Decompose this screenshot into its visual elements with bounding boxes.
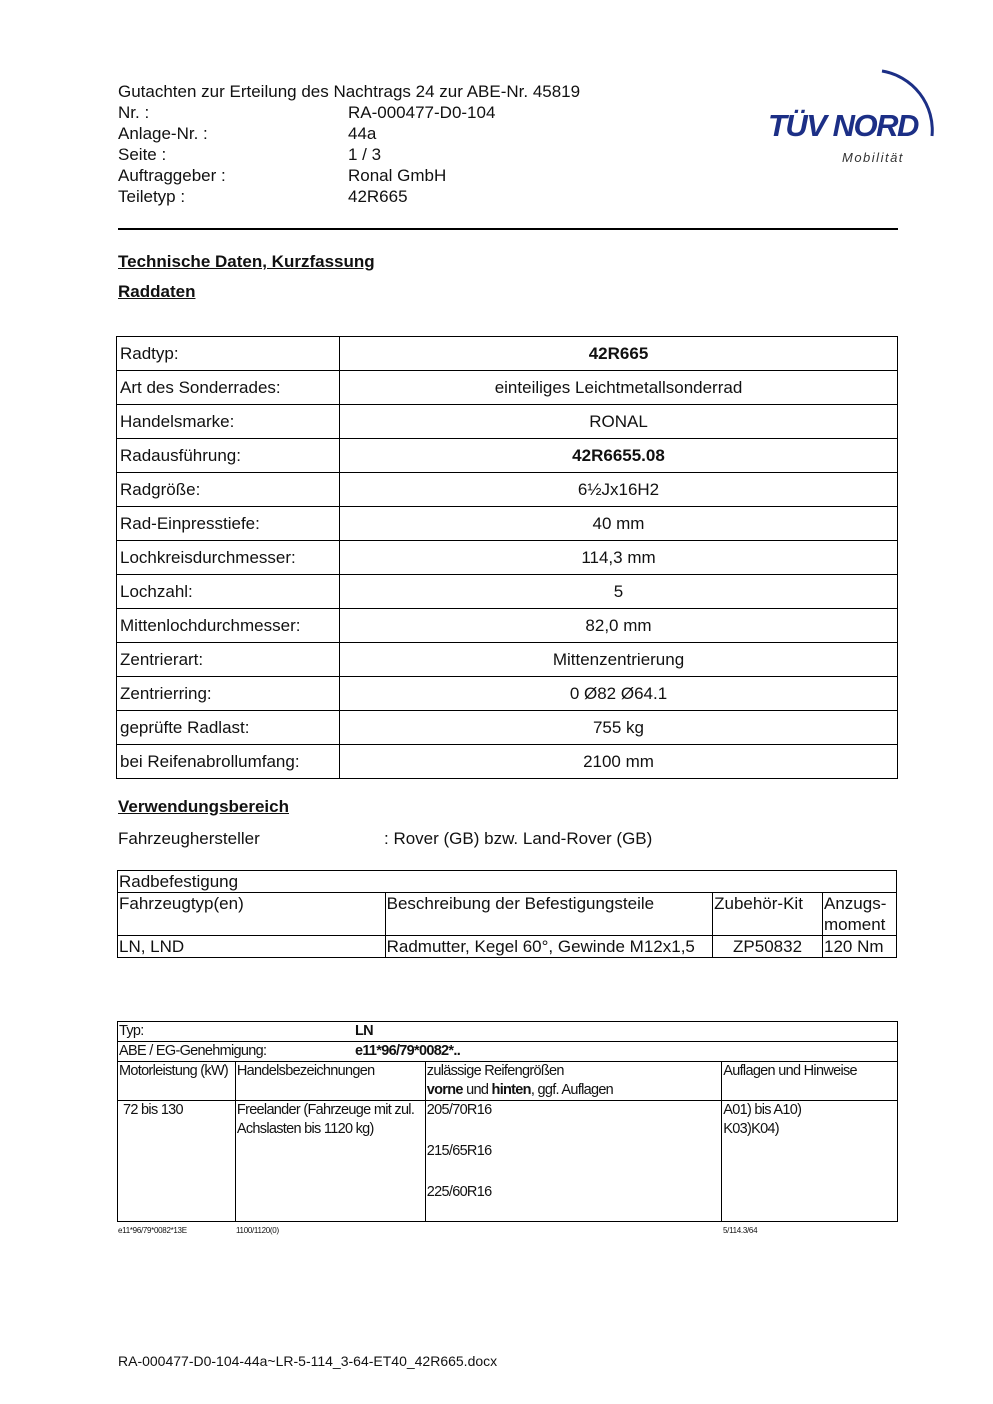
row-value: 0 Ø82 Ø64.1 bbox=[340, 677, 898, 711]
reifen-size: 205/70R16 bbox=[426, 1102, 492, 1118]
table-row bbox=[117, 609, 898, 643]
fahrzeughersteller-value: : Rover (GB) bzw. Land-Rover (GB) bbox=[384, 829, 653, 848]
row-value: 42R6655.08 bbox=[340, 439, 898, 473]
fahrzeug-table bbox=[117, 1021, 898, 1222]
document-header bbox=[118, 81, 678, 207]
handel-cell: Freelander (Fahrzeuge mit zul. Achslasten bis 1120 kg) bbox=[235, 1101, 425, 1222]
row-label: Art des Sonderrades: bbox=[117, 371, 340, 405]
header-cell: Beschreibung der Befestigungsteile bbox=[385, 893, 712, 936]
footnote-achslast: 1100/1120(0) bbox=[236, 1226, 279, 1235]
row-value: 42R665 bbox=[340, 337, 898, 371]
footnote-lochkreis: 5/114.3/64 bbox=[723, 1226, 758, 1235]
raddaten-table bbox=[116, 336, 898, 779]
header-row-auftraggeber bbox=[118, 165, 678, 186]
row-label: Radausführung: bbox=[117, 439, 340, 473]
table-row bbox=[117, 473, 898, 507]
header-cell: Anzugs-moment bbox=[823, 893, 897, 936]
row-label: bei Reifenabrollumfang: bbox=[117, 745, 340, 779]
logo-brand: TÜV NORD bbox=[768, 108, 918, 143]
row-value: 40 mm bbox=[340, 507, 898, 541]
radbefestigung-title: Radbefestigung bbox=[118, 871, 897, 893]
table-row bbox=[118, 871, 897, 893]
row-label: Lochkreisdurchmesser: bbox=[117, 541, 340, 575]
document-title: Gutachten zur Erteilung des Nachtrags 24 zur ABE-Nr. 45819 bbox=[118, 82, 581, 101]
auflage-item: A01) bis A10) bbox=[723, 1102, 802, 1118]
header-row-teiletyp bbox=[118, 186, 678, 207]
typ-row bbox=[118, 1022, 898, 1042]
row-label: geprüfte Radlast: bbox=[117, 711, 340, 745]
row-value: Mittenzentrierung bbox=[340, 643, 898, 677]
abe-value: e11*96/79*0082*.. bbox=[355, 1043, 461, 1059]
header-value: 1 / 3 bbox=[348, 145, 382, 164]
header-cell: Zubehör-Kit bbox=[713, 893, 823, 936]
row-label: Handelsmarke: bbox=[117, 405, 340, 439]
footnote-abe: e11*96/79*0082*13E bbox=[118, 1226, 187, 1235]
section-raddaten: Raddaten bbox=[118, 282, 196, 301]
reifen-size: 225/60R16 bbox=[426, 1184, 492, 1200]
header-label: Auftraggeber : bbox=[118, 166, 226, 185]
fahrzeugtyp-cell: LN, LND bbox=[118, 936, 386, 958]
header-cell: Fahrzeugtyp(en) bbox=[118, 893, 386, 936]
row-label: Radgröße: bbox=[117, 473, 340, 507]
reifen-header-und: und bbox=[462, 1082, 492, 1098]
row-label: Zentrierring: bbox=[117, 677, 340, 711]
reifen-size: 215/65R16 bbox=[426, 1143, 492, 1159]
table-row bbox=[117, 643, 898, 677]
table-row bbox=[117, 711, 898, 745]
abe-label: ABE / EG-Genehmigung: bbox=[119, 1043, 267, 1059]
row-value: RONAL bbox=[340, 405, 898, 439]
row-value: 114,3 mm bbox=[340, 541, 898, 575]
header-label: Anlage-Nr. : bbox=[118, 124, 208, 143]
typ-label: Typ: bbox=[119, 1023, 144, 1039]
row-value: 82,0 mm bbox=[340, 609, 898, 643]
table-row bbox=[117, 541, 898, 575]
table-row bbox=[117, 677, 898, 711]
radbefestigung-table bbox=[117, 870, 897, 958]
fahrzeughersteller-label: Fahrzeughersteller bbox=[118, 829, 260, 848]
header-row-anlage bbox=[118, 123, 678, 144]
header-label: Nr. : bbox=[118, 103, 150, 122]
beschreibung-cell: Radmutter, Kegel 60°, Gewinde M12x1,5 bbox=[385, 936, 712, 958]
row-value: 5 bbox=[340, 575, 898, 609]
table-row bbox=[117, 575, 898, 609]
header-divider bbox=[118, 228, 898, 230]
typ-value: LN bbox=[355, 1023, 373, 1039]
moment-cell: 120 Nm bbox=[823, 936, 897, 958]
auflagen-cell bbox=[722, 1101, 898, 1222]
reifen-header-vorne: vorne bbox=[426, 1082, 463, 1098]
table-row bbox=[117, 371, 898, 405]
table-row bbox=[117, 405, 898, 439]
header-value: 44a bbox=[348, 124, 377, 143]
row-label: Radtyp: bbox=[117, 337, 340, 371]
motor-cell: 72 bis 130 bbox=[118, 1101, 236, 1222]
header-value: RA-000477-D0-104 bbox=[348, 103, 496, 122]
logo-subtitle: Mobilität bbox=[842, 150, 904, 165]
header-value: 42R665 bbox=[348, 187, 408, 206]
section-technische-daten: Technische Daten, Kurzfassung bbox=[118, 252, 375, 271]
header-cell-reifen bbox=[425, 1062, 721, 1101]
header-value: Ronal GmbH bbox=[348, 166, 447, 185]
reifen-header-suffix: , ggf. Auflagen bbox=[530, 1082, 614, 1098]
table-row bbox=[117, 337, 898, 371]
table-row bbox=[117, 745, 898, 779]
header-cell: Auflagen und Hinweise bbox=[722, 1062, 898, 1101]
fahrzeughersteller-line bbox=[118, 829, 652, 849]
header-cell: Motorleistung (kW) bbox=[118, 1062, 236, 1101]
table-header-row bbox=[118, 893, 897, 936]
auflage-item: K03)K04) bbox=[723, 1121, 779, 1137]
row-value: 2100 mm bbox=[340, 745, 898, 779]
section-verwendungsbereich: Verwendungsbereich bbox=[118, 797, 289, 816]
table-header-row bbox=[118, 1062, 898, 1101]
row-label: Lochzahl: bbox=[117, 575, 340, 609]
reifen-header-hinten: hinten bbox=[491, 1082, 531, 1098]
table-row bbox=[118, 936, 897, 958]
header-label: Seite : bbox=[118, 145, 167, 164]
header-row-nr bbox=[118, 102, 678, 123]
row-label: Mittenlochdurchmesser: bbox=[117, 609, 340, 643]
footer-filename: RA-000477-D0-104-44a~LR-5-114_3-64-ET40_42R665.docx bbox=[118, 1353, 498, 1369]
reifen-cell bbox=[425, 1101, 721, 1222]
row-label: Zentrierart: bbox=[117, 643, 340, 677]
header-label: Teiletyp : bbox=[118, 187, 186, 206]
table-row bbox=[117, 439, 898, 473]
reifen-header-prefix: zulässige Reifengrößen bbox=[426, 1063, 564, 1079]
table-row bbox=[117, 507, 898, 541]
table-row bbox=[118, 1101, 898, 1222]
row-value: 6½Jx16H2 bbox=[340, 473, 898, 507]
tuev-nord-logo bbox=[760, 58, 945, 173]
kit-cell: ZP50832 bbox=[713, 936, 823, 958]
abe-row bbox=[118, 1042, 898, 1062]
header-cell: Handelsbezeichnungen bbox=[235, 1062, 425, 1101]
row-value: 755 kg bbox=[340, 711, 898, 745]
row-label: Rad-Einpresstiefe: bbox=[117, 507, 340, 541]
row-value: einteiliges Leichtmetallsonderrad bbox=[340, 371, 898, 405]
header-row-seite bbox=[118, 144, 678, 165]
